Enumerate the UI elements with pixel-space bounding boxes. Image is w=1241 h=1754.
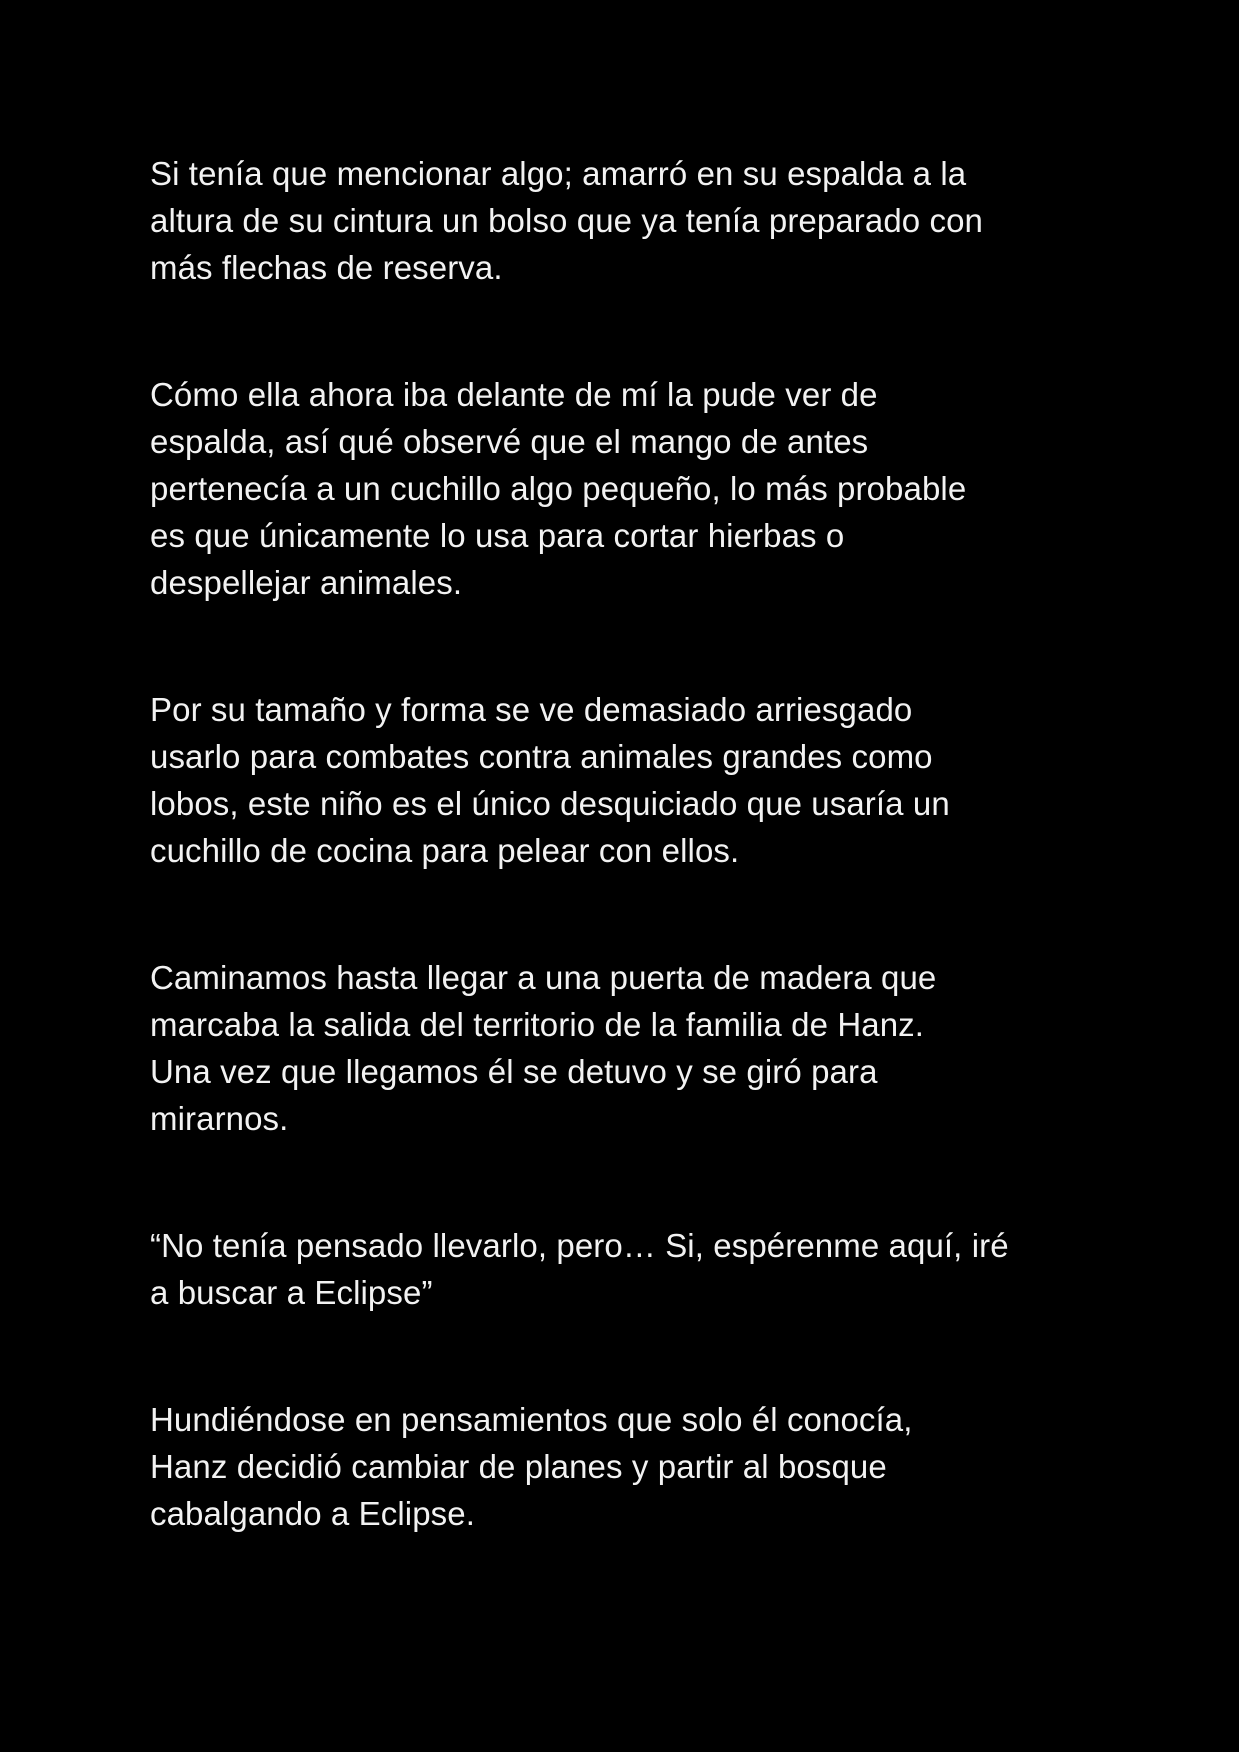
paragraph-line: mirarnos. xyxy=(150,1100,289,1137)
paragraph-line: Hanz decidió cambiar de planes y partir al bosque xyxy=(150,1448,887,1485)
paragraph-line: lobos, este niño es el único desquiciado que usaría un xyxy=(150,785,950,822)
paragraph-line: a buscar a Eclipse” xyxy=(150,1274,433,1311)
paragraph-line: Hundiéndose en pensamientos que solo él conocía, xyxy=(150,1401,913,1438)
paragraph-line: pertenecía a un cuchillo algo pequeño, lo más probable xyxy=(150,470,967,507)
paragraph-line: Una vez que llegamos él se detuvo y se giró para xyxy=(150,1053,878,1090)
paragraph-1 xyxy=(150,150,1110,291)
paragraph-line: espalda, así qué observé que el mango de antes xyxy=(150,423,869,460)
paragraph-3 xyxy=(150,686,1110,874)
paragraph-4 xyxy=(150,954,1110,1142)
paragraph-line: usarlo para combates contra animales grandes como xyxy=(150,738,933,775)
paragraph-6 xyxy=(150,1396,1110,1537)
paragraph-5 xyxy=(150,1222,1110,1316)
paragraph-line: cuchillo de cocina para pelear con ellos. xyxy=(150,832,740,869)
paragraph-line: despellejar animales. xyxy=(150,564,463,601)
paragraph-line: altura de su cintura un bolso que ya tenía preparado con xyxy=(150,202,984,239)
body-text xyxy=(150,150,1110,1617)
paragraph-2 xyxy=(150,371,1110,606)
paragraph-line: Si tenía que mencionar algo; amarró en su espalda a la xyxy=(150,155,967,192)
paragraph-line: más flechas de reserva. xyxy=(150,249,503,286)
paragraph-line: Caminamos hasta llegar a una puerta de madera que xyxy=(150,959,937,996)
paragraph-line: marcaba la salida del territorio de la familia de Hanz. xyxy=(150,1006,925,1043)
paragraph-line: cabalgando a Eclipse. xyxy=(150,1495,475,1532)
paragraph-line: es que únicamente lo usa para cortar hierbas o xyxy=(150,517,845,554)
paragraph-line: Cómo ella ahora iba delante de mí la pude ver de xyxy=(150,376,878,413)
paragraph-line: “No tenía pensado llevarlo, pero… Si, espérenme aquí, iré xyxy=(150,1227,1009,1264)
paragraph-line: Por su tamaño y forma se ve demasiado arriesgado xyxy=(150,691,913,728)
